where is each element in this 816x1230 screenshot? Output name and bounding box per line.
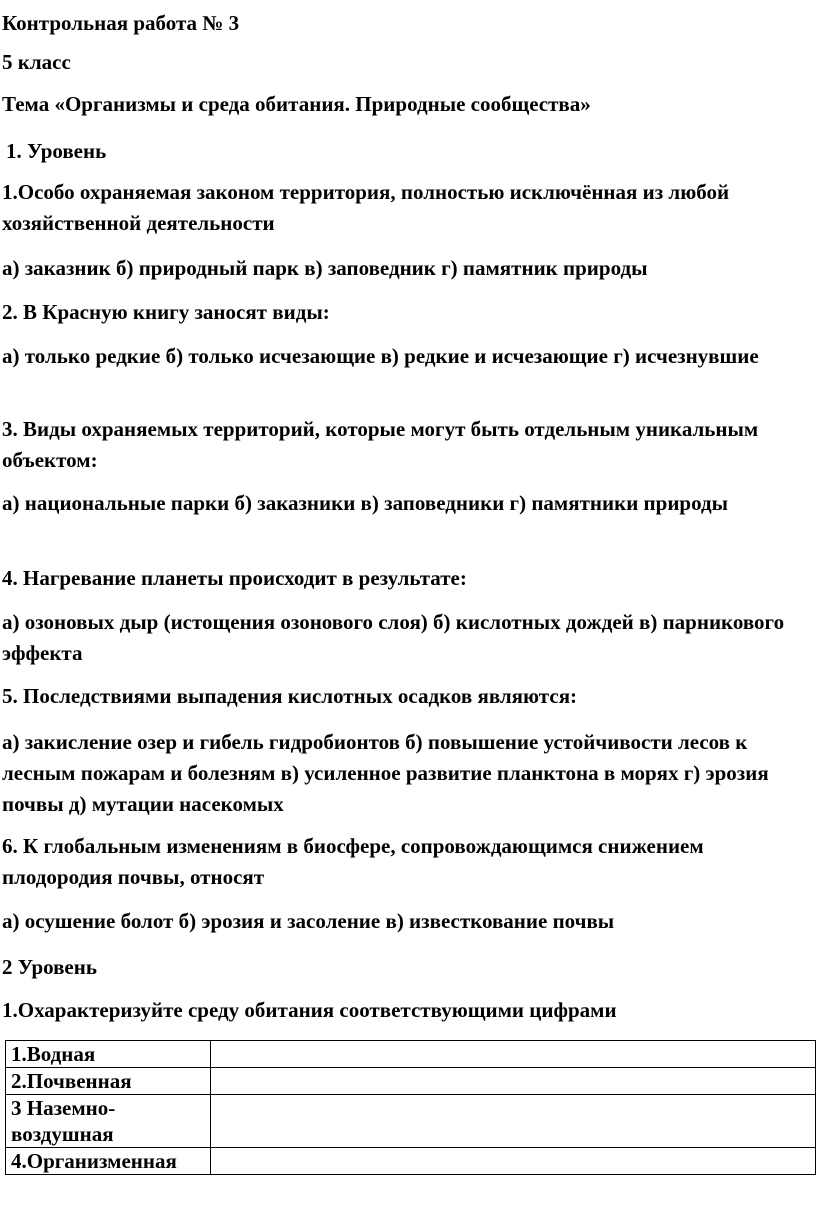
question-5-answers: а) закисление озер и гибель гидробионтов б) повышение устойчивости лесов к лесным пожарам и болезням в) усиленное развитие планктона в морях г) эрозия почвы д) мутации насекомых [2,730,769,816]
question-6-answers: а) осушение болот б) эрозия и засоление в) известкование почвы [2,909,615,933]
grade-label: 5 класс [2,50,71,74]
question-2-text: 2. В Красную книгу заносят виды: [2,300,330,324]
question-2-answers: а) только редкие б) только исчезающие в) редкие и исчезающие г) исчезнувшие [2,344,759,368]
question-1-answers: а) заказник б) природный парк в) заповедник г) памятник природы [2,256,648,280]
habitat-table [5,1040,816,1175]
topic-heading: Тема «Организмы и среда обитания. Природные сообщества» [2,92,591,116]
question-4-text: 4. Нагревание планеты происходит в результате: [2,566,467,590]
question-4-answers: а) озоновых дыр (истощения озонового слоя) б) кислотных дождей в) парникового эффекта [2,610,785,665]
habitat-answer-cell[interactable] [211,1068,816,1095]
level2-heading: 2 Уровень [2,955,97,979]
question-1-text: 1.Особо охраняемая законом территория, полностью исключённая из любой хозяйственной деятельности [2,180,730,235]
question-3-answers: а) национальные парки б) заказники в) заповедники г) памятники природы [2,491,729,515]
table-row [6,1148,816,1175]
level1-heading: 1. Уровень [6,139,107,163]
question-6-text: 6. К глобальным изменениям в биосфере, сопровождающимся снижением плодородия почвы, относят [2,834,704,889]
question-3-text: 3. Виды охраняемых территорий, которые могут быть отдельным уникальным объектом: [2,417,759,472]
table-row [6,1041,816,1068]
question-5-text: 5. Последствиями выпадения кислотных осадков являются: [2,684,578,708]
level2-task: 1.Охарактеризуйте среду обитания соответствующими цифрами [2,998,617,1022]
habitat-answer-cell[interactable] [211,1148,816,1175]
table-row [6,1095,816,1148]
habitat-label: 1.Водная [6,1041,211,1068]
habitat-label: 3 Наземно-воздушная [6,1095,211,1148]
habitat-label: 2.Почвенная [6,1068,211,1095]
habitat-answer-cell[interactable] [211,1095,816,1148]
document-title: Контрольная работа № 3 [2,11,240,35]
table-row [6,1068,816,1095]
habitat-label: 4.Организменная [6,1148,211,1175]
habitat-answer-cell[interactable] [211,1041,816,1068]
